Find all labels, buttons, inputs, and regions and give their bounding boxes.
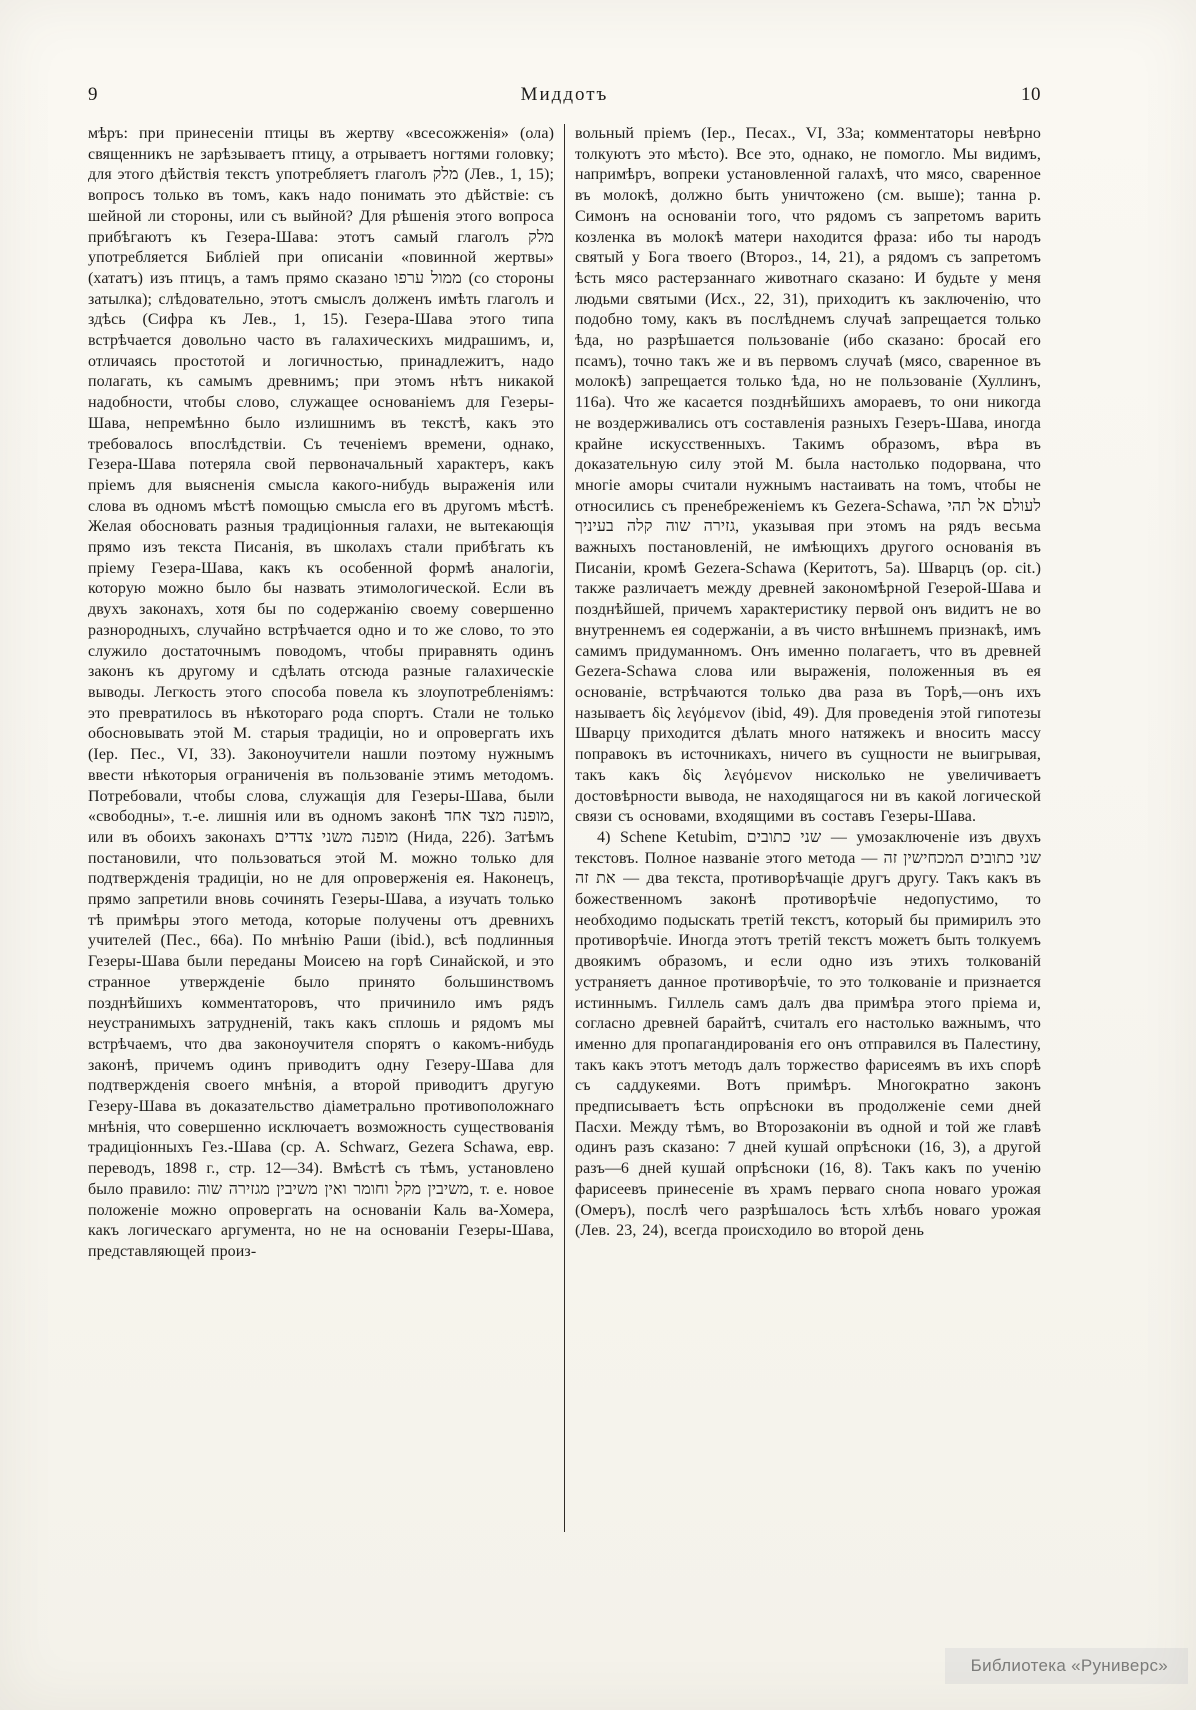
page-number-left: 9 [88,84,98,105]
right-column-paragraph-2: 4) Schene Ketubim, שני כתובים — умозаключеніе изъ двухъ текстовъ. Полное названіе этого метода — שני כתובים המכחישין זה את זה — два текста, противорѣчащіе другъ другу. Такъ какъ въ божественномъ законѣ противорѣчіе недопустимо, то необходимо подыскать третій текстъ, который бы примирилъ это противорѣчіе. Иногда этотъ третій текстъ можетъ быть толкуемъ двоякимъ образомъ, и если одно изъ этихъ толкованій устраняетъ данное противорѣчіе, то это толкованіе и признается истиннымъ. Гиллель самъ далъ два примѣра этого пріема и, согласно древней барайтѣ, считалъ его настолько важнымъ, что именно для пропагандированія его онъ отправился въ Палестину, такъ какъ этотъ методъ далъ торжество фарисеямъ въ ихъ спорѣ съ саддукеями. Вотъ примѣръ. Многократно законъ предписываетъ ѣсть опрѣсноки въ продолженіе семи дней Пасхи. Между тѣмъ, во Второзаконіи въ одной и той же главѣ одинъ разъ сказано: 7 дней кушай опрѣсноки (16, 3), а другой разъ—6 дней кушай опрѣсноки (16, 8). Такъ какъ по ученію фарисеевъ принесеніе въ храмъ перваго снопа новаго урожая (Омеръ), послѣ чего разрѣшалось ѣсть хлѣбъ новаго урожая (Лев. 23, 24), всегда происходило во второй день [575,828,1041,1240]
text-columns [88,124,1041,1532]
column-divider-rule [564,124,565,1532]
page-title: Миддотъ [520,84,609,105]
page-number-right: 10 [1021,84,1041,105]
page-header [88,84,1041,106]
library-watermark: Библиотека «Руниверс» [945,1648,1188,1684]
left-column [88,124,554,1532]
right-column-paragraph-1: вольный пріемъ (Іер., Песах., VI, 33а; комментаторы невѣрно толкуютъ это мѣсто). Все это, однако, не помогло. Мы видимъ, напримѣръ, вопреки установленной галахѣ, что мясо, сваренное въ молокѣ, должно быть уничтожено (см. выше); танна р. Симонъ на основаніи того, что рядомъ съ запретомъ варить козленка въ молокѣ матери находится фраза: ибо ты народъ святый у Бога твоего (Второз., 14, 21), а рядомъ съ запретомъ ѣсть мясо растерзаннаго животнаго сказано: И будьте у меня людьми святыми (Исх., 22, 31), приходитъ къ заключенію, что подобно тому, какъ въ послѣднемъ случаѣ запрещается только ѣда, но разрѣшается пользованіе (ибо сказано: бросай его псамъ), точно такъ же и въ первомъ случаѣ (мясо, сваренное въ молокѣ) запрещается только ѣда, но не пользованіе (Хуллинъ, 116а). Что же касается позднѣйшихъ амораевъ, то они никогда не воздерживались отъ составленія разныхъ Гезеръ-Шава, иногда крайне искусственныхъ. Такимъ образомъ, вѣра въ доказательную силу этой М. была настолько подорвана, что многіе аморы считали нужнымъ настаивать на томъ, чтобы не относились съ пренебреженіемъ къ Gezera-Schawa, לעולם אל תהי גזירה שוה קלה בעיניך, указывая при этомъ на рядъ весьма важныхъ постановленій, не имѣющихъ другого основанія въ Писаніи, кромѣ Gezera-Schawa (Керитотъ, 5а). Шварцъ (op. cit.) также различаетъ между древней закономѣрной Гезерой-Шава и позднѣйшей, причемъ характеристику первой онъ видитъ не во внутреннемъ ея содержаніи, а въ чисто внѣшнемъ признакѣ, имъ самимъ придуманномъ. Онъ именно полагаетъ, что въ древней Gezera-Schawa слова или выраженія, положенныя въ ея основаніе, встрѣчаются только два раза въ Торѣ,—онъ ихъ называетъ δὶς λεγόμενον (ibid, 49). Для проведенія этой гипотезы Шварцу приходится дѣлать много натяжекъ и вносить массу поправокъ въ источникахъ, ничего въ сущности не выигрывая, такъ какъ δὶς λεγόμενον нисколько не увеличиваетъ достовѣрности вывода, не находящагося ни въ какой логической связи съ основами, входящими въ составъ Гезеры-Шава. [575,125,1041,826]
left-column-text: мѣръ: при принесеніи птицы въ жертву «всесожженія» (ола) священникъ не зарѣзываетъ птицу, а отрываетъ ногтями головку; для этого дѣйствія текстъ употребляетъ глаголъ מלק (Лев., 1, 15); вопросъ только въ томъ, какъ надо понимать это дѣйствіе: съ шейной ли стороны, или съ выйной? Для рѣшенія этого вопроса прибѣгаютъ къ Гезера-Шава: этотъ самый глаголъ מלק употребляется Библіей при описаніи «повинной жертвы» (хататъ) изъ птицъ, а тамъ прямо сказано ממול ערפו (со стороны затылка); слѣдовательно, этотъ смыслъ долженъ имѣть глаголъ и здѣсь (Сифра къ Лев., 1, 15). Гезера-Шава этого типа встрѣчается довольно часто въ галахическихъ мидрашимъ, и, отличаясь простотой и логичностью, принадлежитъ, надо полагать, къ самымъ древнимъ; при этомъ нѣтъ никакой надобности, чтобы слово, служащее основаніемъ для Гезеры-Шава, непремѣнно было излишнимъ въ текстѣ, какъ это требовалось впослѣдствіи. Съ теченіемъ времени, однако, Гезера-Шава потеряла свой первоначальный характеръ, какъ пріемъ для выясненія смысла какого-нибудь выраженія или слова въ одномъ мѣстѣ помощью смысла его въ другомъ мѣстѣ. Желая обосновать разныя традиціонныя галахи, не вытекающія прямо изъ текста Писанія, въ школахъ стали прибѣгать къ пріему Гезера-Шава, какъ къ особенной формѣ аналогіи, которую можно было бы назвать этимологической. Если въ двухъ законахъ, хотя бы по содержанію своему совершенно разнородныхъ, случайно встрѣчается одно и то же слово, то это служило достаточнымъ поводомъ, чтобы приравнять одинъ законъ къ другому и сдѣлать отсюда разные галахическіе выводы. Легкость этого способа повела къ злоупотребленіямъ: это превратилось въ нѣкотораго рода спортъ. Стали не только обосновывать этой М. старыя традиціи, но и опровергать ихъ (Іер. Пес., VI, 33). Законоучители нашли поэтому нужнымъ ввести нѣкоторыя ограниченія въ пользованіе этимъ методомъ. Потребовали, чтобы слова, служащія для Гезеры-Шава, были «свободны», т.-е. лишнія или въ одномъ законѣ מופנה מצד אחד, или въ обоихъ законахъ מופנה משני צדדים (Нида, 22б). Затѣмъ постановили, что пользоваться этой М. можно только для подтвержденія традиціи, но не для опроверженія ея. Наконецъ, прямо запретили вновь сочинять Гезеры-Шава, а изучать только тѣ примѣры этого метода, которые получены отъ древнихъ учителей (Пес., 66а). По мнѣнію Раши (ibid.), всѣ подлинныя Гезеры-Шава были переданы Моисею на горѣ Синайской, и это странное утвержденіе было принято большинствомъ позднѣйшихъ комментаторовъ, что причинило имъ рядъ неустранимыхъ затрудненій, такъ какъ сплошь и рядомъ мы встрѣчаемъ, что два законоучителя спорятъ о какомъ-нибудь законѣ, причемъ одинъ приводитъ одну Гезеру-Шава для подтвержденія своего мнѣнія, а второй приводитъ другую Гезеру-Шава въ доказательство діаметрально противоположнаго мнѣнія, что совершенно исключаетъ возможность существованія традиціонныхъ Гез.-Шава (ср. А. Schwarz, Gezera Schawa, евр. переводъ, 1898 г., стр. 12—34). Вмѣстѣ съ тѣмъ, установлено было правило: משיבין מקל וחומר ואין משיבין מגזירה שוה, т. е. новое положеніе можно опровергать на основаніи Каль ва-Хомера, какъ логическаго аргумента, но не на основаніи Гезеры-Шава, представляющей произ- [88,125,554,1260]
right-column [575,124,1041,1532]
